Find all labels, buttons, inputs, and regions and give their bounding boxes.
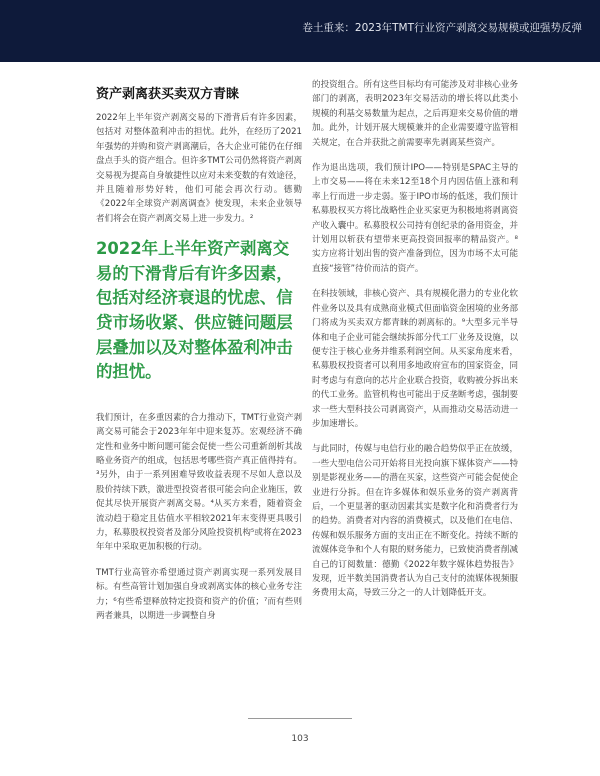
right-paragraph-1: 的投资组合。所有这些目标均有可能涉及对非核心业务部门的剥离，表明2023年交易活动的增长将以此类小规模的利基交易数量为起点，之后再迎来交易价值的增加。此外，计划开展大规模兼并的企业需要遵守监管相关规定，在合并获批之前需要率先剥离某些资产。 bbox=[312, 80, 518, 148]
right-paragraph-2: 作为退出选项，我们预计IPO——特别是SPAC主导的上市交易——将在未来12至18个月内因估值上涨和利率上行而进一步走弱。鉴于IPO市场的低迷，我们预计私募股权买方将比战略性企业买家更为积极地将剥离资产收入囊中。私募股权公司持有创纪录的备用资金，并计划用以斩获有望带来更高投资回报率的精品资产。⁸实方应将计划出售的资产准备到位，因为市场不太可能直接“接管”待价而沽的资产。 bbox=[312, 163, 518, 274]
footer-divider bbox=[248, 718, 352, 719]
left-column bbox=[96, 78, 302, 635]
page-number: 103 bbox=[291, 734, 309, 744]
pull-quote: 2022年上半年资产剥离交易的下滑背后有许多因素，包括对经济衰退的忧虑、信贷市场收紧、供应链问题层层叠加以及对整体盈利冲击的担忧。 bbox=[96, 239, 293, 382]
header-title: 卷土重来：2023年TMT行业资产剥离交易规模或迎强势反弹 bbox=[302, 22, 582, 34]
right-paragraph-3: 在科技领域，非核心资产、具有规模化潜力的专业化软件业务以及具有成熟商业模式但面临资金困境的业务部门将成为买卖双方都青睐的剥离标的。⁹大型多元半导体和电子企业可能会继续拆部分代工厂业务及设施，以便专注于核心业务并维系利润空间。从买家角度来看，私募股权投资者可以利用多地政府宣布的国家资金，同时考虑与有意向的芯片企业联合投资，收购被分拆出来的代工业务。监管机构也可能出于反垄断考虑，强制要求一些大型科技公司剥离资产，从而推动交易活动进一步加速增长。 bbox=[312, 289, 518, 429]
header-bar bbox=[0, 0, 600, 62]
right-column bbox=[312, 78, 518, 612]
section-heading: 资产剥离获买卖双方青睐 bbox=[96, 87, 240, 102]
left-paragraph-1: 2022年上半年资产剥离交易的下滑背后有许多因素，包括对 对整体盈利冲击的担忧。此外，在经历了2021年强势的并购和资产剥离潮后，各大企业可能仍在仔细盘点手头的资产组合。但许多TMT公司仍然将资产剥离交易视为提高自身敏捷性以应对未来变数的有效途径，并且随着形势好转，他们可能会再次行动。德勤《2022年全球资产剥离调查》使发现，未来企业领导者们将会在资产剥离交易上进一步发力。² bbox=[96, 113, 302, 224]
left-paragraph-2: 我们预计，在多重因素的合力推动下，TMT行业资产剥离交易可能会于2023年年中迎来复苏。宏观经济不确定性和业务中断问题可能会促使一些公司重新剖析其战略业务资产的组成，包括思考哪些资产真正值得持有。³另外，由于一系列困难导致收益表现不尽如人意以及股价持续下跌，激进型投资者很可能会向企业施压，敦促其尽快开展资产剥离交易。⁴从买方来看，随着资金流动趋于稳定且估值水平相较2021年末变得更具吸引力，私募股权投资者及部分风险投资机构⁵或将在2023年年中采取更加积极的行动。 bbox=[96, 412, 302, 553]
left-paragraph-3: TMT行业高管亦希望通过资产剥离实现一系列发展目标。有些高管计划加强自身或剥离实体的核心业务专注力；⁶有些希望释放特定投资和资产的价值；⁷而有些则两者兼具，以期进一步调整自身 bbox=[96, 567, 302, 622]
right-paragraph-4: 与此同时，传媒与电信行业的融合趋势似乎正在放缓，一些大型电信公司开始将目光投向旗下媒体资产——特别是影视业务——的潜在买家，这些资产可能会促使企业进行分拆。但在许多媒体和娱乐业务的资产剥离背后，一个更显著的驱动因素其实是数字化和消费者行为的趋势。消费者对内容的消费模式，以及他们在电信、传媒和娱乐服务方面的支出正在不断变化。持续不断的流媒体竞争和个人有限的财务能力，已致使消费者削减自己的订阅数量：德勤《2022年数字媒体趋势报告》发现，近半数美国消费者认为自己支付的流媒体视频服务费用太高，导致三分之一的人计划降低开支。 bbox=[312, 444, 518, 599]
